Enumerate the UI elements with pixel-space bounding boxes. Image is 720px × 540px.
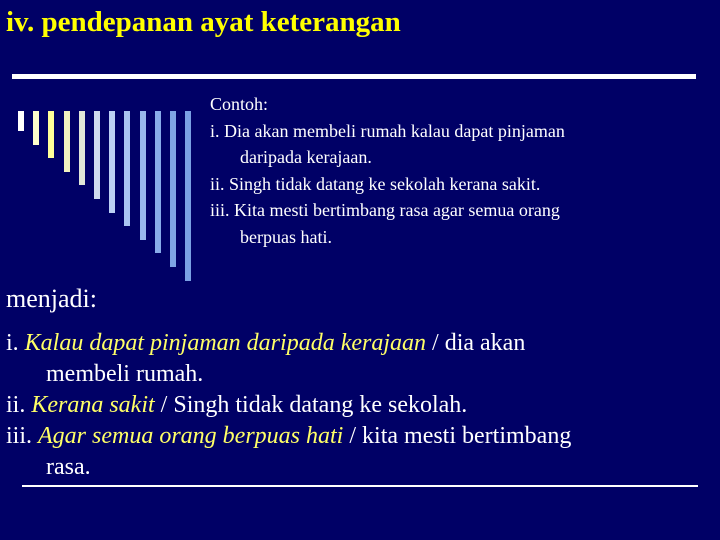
decorative-bar bbox=[124, 111, 130, 226]
decorative-bar bbox=[64, 111, 70, 172]
result-2-number: ii. bbox=[6, 392, 26, 418]
decorative-bar bbox=[185, 111, 191, 281]
result-3-separator: / bbox=[349, 423, 357, 449]
decorative-bar bbox=[79, 111, 85, 185]
result-line-1-cont: membeli rumah. bbox=[46, 361, 204, 387]
result-3-number: iii. bbox=[6, 423, 33, 449]
example-line-1-cont: daripada kerajaan. bbox=[240, 147, 372, 167]
decorative-bar bbox=[33, 111, 39, 145]
result-1-clause: Kalau dapat pinjaman daripada kerajaan bbox=[24, 330, 427, 356]
example-line-2: ii. Singh tidak datang ke sekolah kerana sakit. bbox=[210, 173, 541, 194]
top-divider bbox=[12, 74, 696, 79]
menjadi-heading: menjadi: bbox=[6, 284, 97, 313]
result-1-separator: / bbox=[432, 330, 439, 356]
decorative-bar bbox=[48, 111, 54, 158]
result-1-rest: dia akan bbox=[444, 330, 526, 356]
slide-title: iv. pendepanan ayat keterangan bbox=[6, 6, 401, 38]
example-heading: Contoh: bbox=[210, 94, 269, 114]
decorative-bar bbox=[18, 111, 24, 131]
decorative-bar bbox=[155, 111, 161, 253]
decorative-bar bbox=[109, 111, 115, 213]
result-2-clause: Kerana sakit bbox=[31, 392, 155, 418]
bottom-divider bbox=[22, 485, 698, 487]
decorative-bar bbox=[170, 111, 176, 267]
example-line-1: i. Dia akan membeli rumah kalau dapat pinjaman bbox=[210, 120, 565, 141]
result-line-3-cont: rasa. bbox=[46, 454, 91, 480]
result-3-rest: kita mesti bertimbang bbox=[362, 423, 572, 449]
result-line-1 bbox=[6, 328, 716, 359]
result-3-clause: Agar semua orang berpuas hati bbox=[38, 423, 344, 449]
result-2-rest: Singh tidak datang ke sekolah. bbox=[173, 392, 468, 418]
results-block bbox=[6, 328, 716, 483]
result-2-separator: / bbox=[160, 392, 168, 418]
example-line-3: iii. Kita mesti bertimbang rasa agar semua orang bbox=[210, 200, 560, 220]
example-line-3-cont: berpuas hati. bbox=[240, 226, 332, 247]
example-block bbox=[210, 91, 710, 250]
result-line-2 bbox=[6, 390, 716, 421]
decorative-bar bbox=[140, 111, 146, 240]
decorative-bar bbox=[94, 111, 100, 199]
result-line-3 bbox=[6, 421, 716, 452]
result-1-number: i. bbox=[6, 330, 19, 356]
